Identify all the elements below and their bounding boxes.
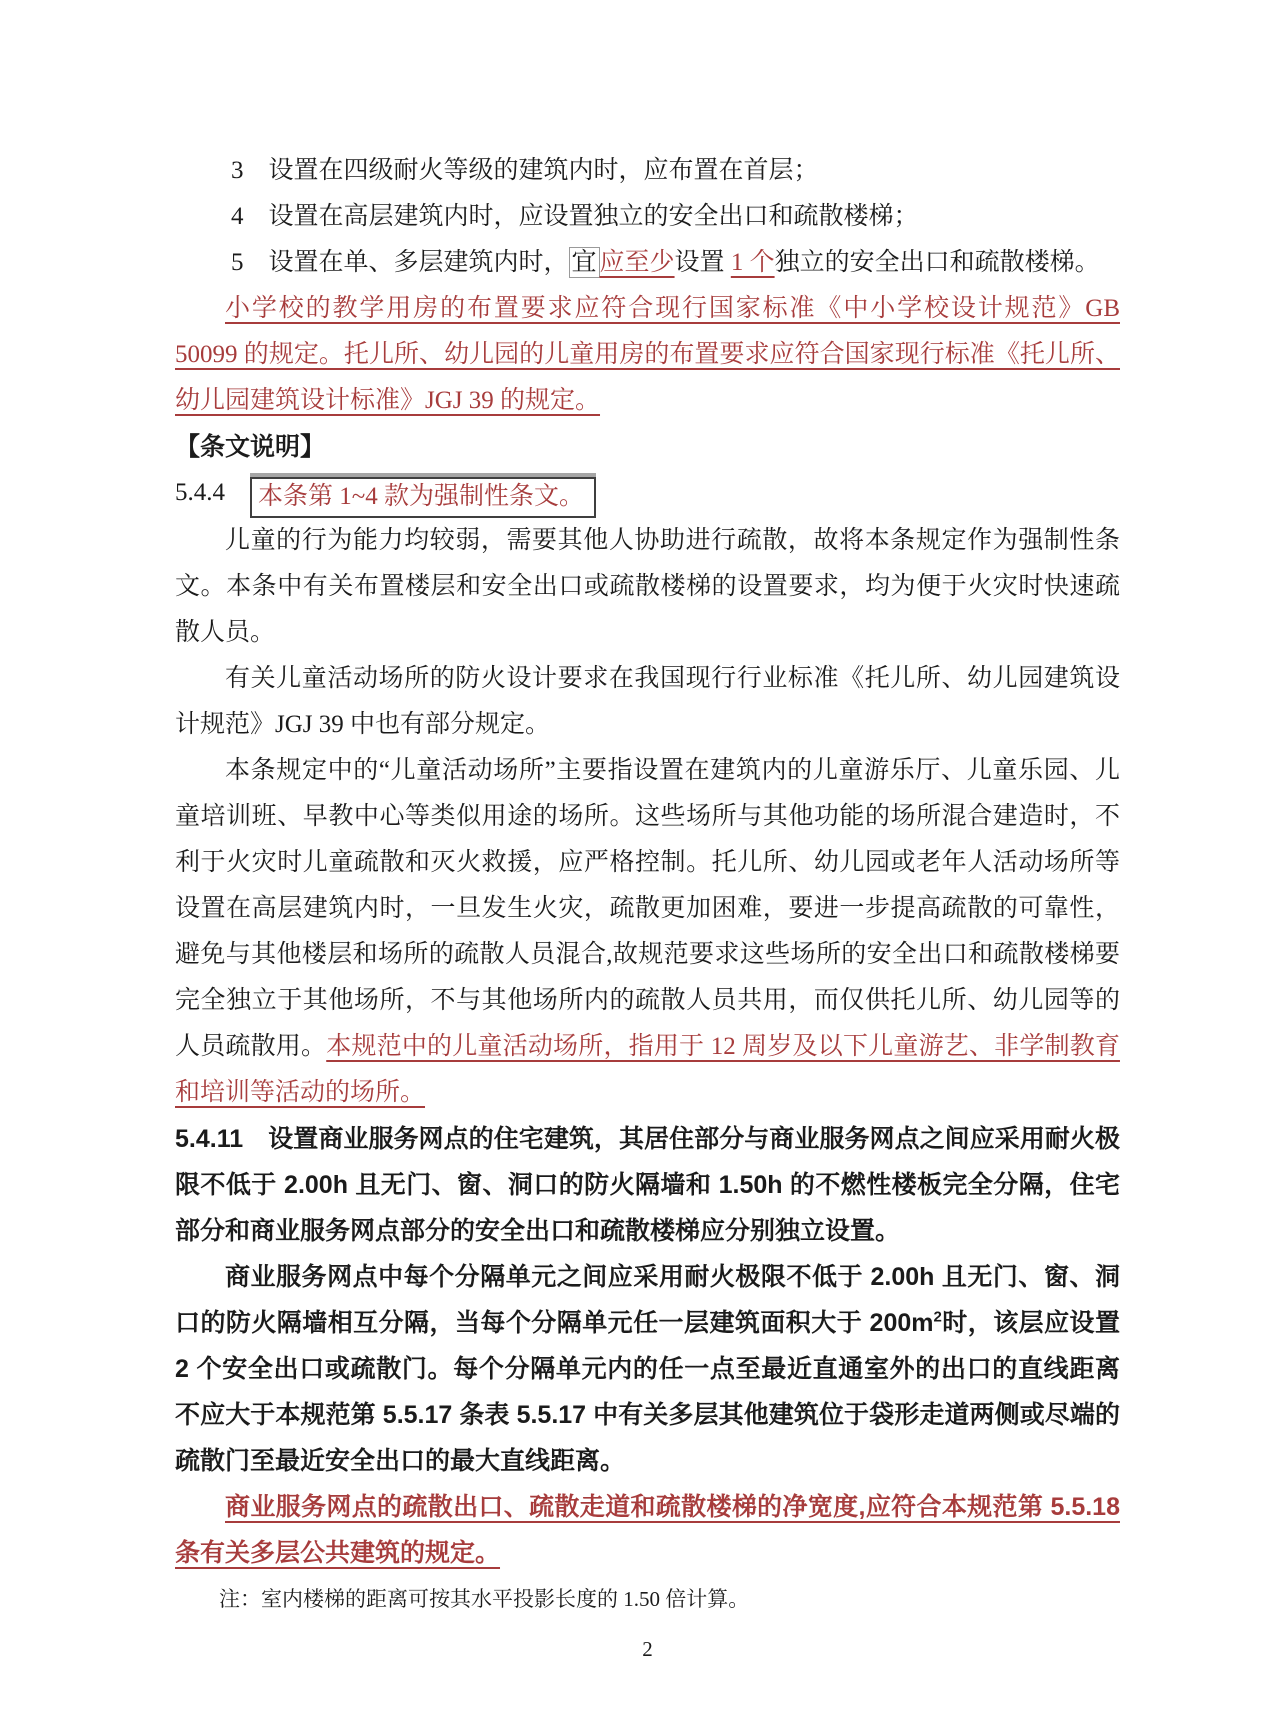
clause-5.4.4-item-3 [175, 148, 1120, 194]
text-run-redu: 1 个 [730, 249, 775, 276]
text-run: 5.4.4 [175, 479, 251, 506]
text-run-redu: 本规范中的儿童活动场所，指用于 12 周岁及以下儿童游艺、非学制教育和培训等活动的场所。 [175, 1033, 1120, 1106]
explanation-paragraph-3 [175, 748, 1120, 1116]
revision-paragraph-net-width [175, 1484, 1120, 1576]
text-run: 注：室内楼梯的距离可按其水平投影长度的 1.50 倍计算。 [219, 1587, 750, 1611]
text-run: 时，该层应设置 2 个安全出口或疏散门。每个分隔单元内的任一点至最近直通室外的出口的直线距离不应大于本规范第 5.5.17 条表 5.5.17 中有关多层其他建筑位于袋形走道两侧或尽端的疏散门至最近安全出口的最大直线距离。 [175, 1309, 1120, 1475]
text-run-redu: 小学校的教学用房的布置要求应符合现行国家标准《中小学校设计规范》GB 50099 的规定。托儿所、幼儿园的儿童用房的布置要求应符合国家现行标准《托儿所、幼儿园建筑设计标准》JGJ 39 的规定。 [175, 295, 1120, 414]
text-run-boxed: 宜 [569, 247, 600, 278]
text-run: 设置 [674, 249, 731, 276]
clause-5.4.4-item-4 [175, 194, 1120, 240]
text-run: 独立的安全出口和疏散楼梯。 [774, 249, 1100, 276]
text-run: 5.4.11 设置商业服务网点的住宅建筑，其居住部分与商业服务网点之间应采用耐火极限不低于 2.00h 且无门、窗、洞口的防火隔墙和 1.50h 的不燃性楼板完全分隔，住宅部分和商业服务网点部分的安全出口和疏散楼梯应分别独立设置。 [175, 1125, 1120, 1245]
section-label-explanation [175, 424, 1120, 470]
text-run-sup: 2 [933, 1308, 942, 1326]
explanation-paragraph-2 [175, 656, 1120, 748]
revision-paragraph-school-rooms [175, 286, 1120, 424]
text-run: 本条规定中的“儿童活动场所”主要指设置在建筑内的儿童游乐厅、儿童乐园、儿童培训班、早教中心等类似用途的场所。这些场所与其他功能的场所混合建造时，不利于火灾时儿童疏散和灭火救援，应严格控制。托儿所、幼儿园或老年人活动场所等设置在高层建筑内时，一旦发生火灾，疏散更加困难，要进一步提高疏散的可靠性，避免与其他楼层和场所的疏散人员混合,故规范要求这些场所的安全出口和疏散楼梯要完全独立于其他场所，不与其他场所内的疏散人员共用，而仅供托儿所、幼儿园等的人员疏散用。 [175, 757, 1120, 1060]
text-run: 4 设置在高层建筑内时，应设置独立的安全出口和疏散楼梯； [231, 203, 919, 230]
text-run: 儿童的行为能力均较弱，需要其他人协助进行疏散，故将本条规定作为强制性条文。本条中有关布置楼层和安全出口或疏散楼梯的设置要求，均为便于火灾时快速疏散人员。 [175, 527, 1120, 646]
page-number: 2 [642, 1637, 653, 1661]
explanation-paragraph-1 [175, 518, 1120, 656]
note-line [175, 1576, 1120, 1622]
text-run: 5 设置在单、多层建筑内时， [231, 249, 569, 276]
text-run-redu: 应至少 [599, 249, 675, 276]
clause-5.4.4-heading [175, 470, 1120, 518]
clause-5.4.11-paragraph-1 [175, 1116, 1120, 1254]
clause-5.4.4-item-5 [175, 240, 1120, 286]
clause-5.4.11-paragraph-2 [175, 1254, 1120, 1484]
text-run-boxedred: 本条第 1~4 款为强制性条文。 [250, 477, 596, 518]
text-run: 有关儿童活动场所的防火设计要求在我国现行行业标准《托儿所、幼儿园建筑设计规范》JGJ 39 中也有部分规定。 [175, 665, 1120, 738]
document-body [175, 148, 1120, 1622]
text-run: 3 设置在四级耐火等级的建筑内时，应布置在首层； [231, 157, 819, 184]
text-run-redu: 商业服务网点的疏散出口、疏散走道和疏散楼梯的净宽度,应符合本规范第 5.5.18 条有关多层公共建筑的规定。 [175, 1493, 1120, 1567]
text-run: 【条文说明】 [175, 433, 326, 461]
text-run: 商业服务网点中每个分隔单元之间应采用耐火极限不低于 2.00h 且无门、窗、洞口的防火隔墙相互分隔，当每个分隔单元任一层建筑面积大于 200m [175, 1263, 1120, 1337]
